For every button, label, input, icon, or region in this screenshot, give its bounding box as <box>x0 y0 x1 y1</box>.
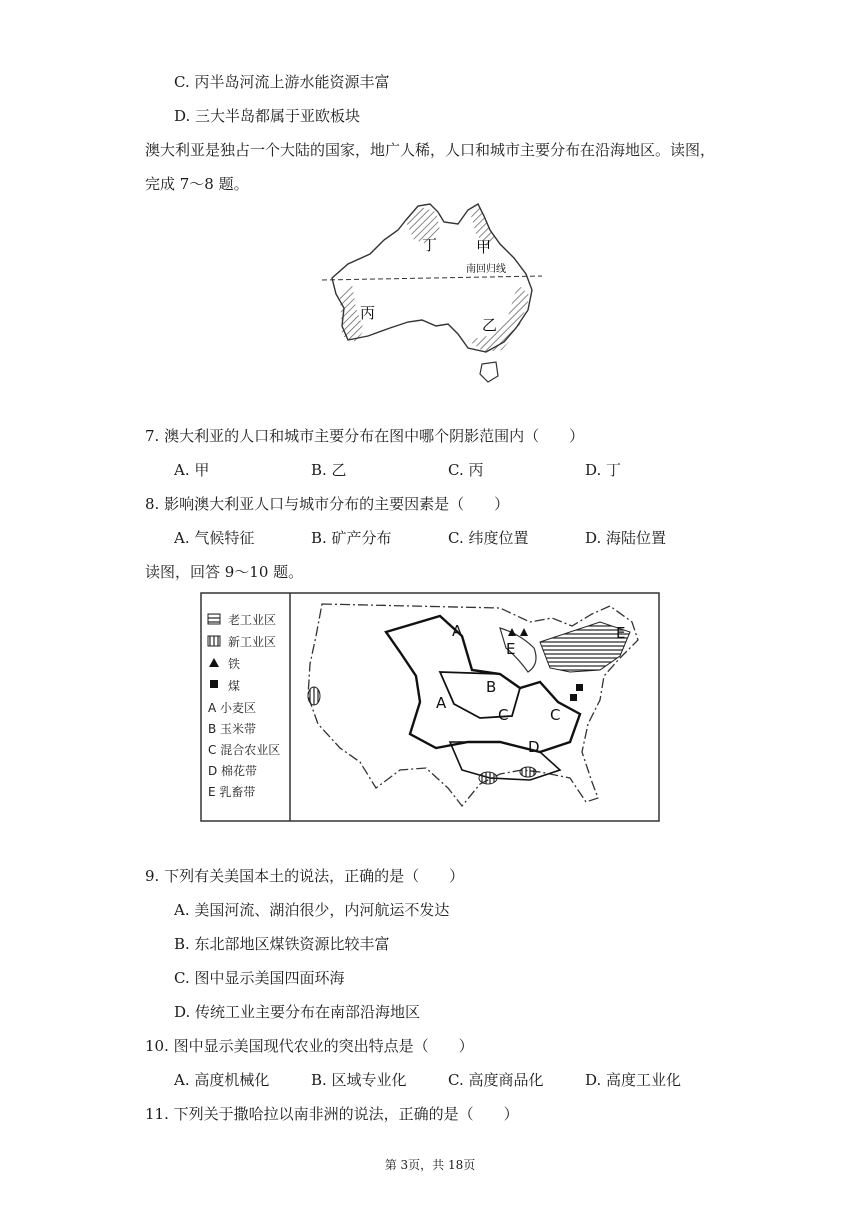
tropic-line <box>322 276 542 280</box>
q11-stem: 11. 下列关于撒哈拉以南非洲的说法，正确的是（ ） <box>145 1105 519 1123</box>
shade-yi <box>468 284 530 352</box>
new-industrial-gulf <box>479 772 497 784</box>
cotton-belt-outline <box>450 742 560 780</box>
q9-option-d: D. 传统工业主要分布在南部沿海地区 <box>174 1003 421 1021</box>
label-ding: 丁 <box>422 236 438 254</box>
region-a-north: A <box>452 622 463 640</box>
option-c-prev: C. 丙半岛河流上游水能资源丰富 <box>174 73 390 91</box>
region-a-south: A <box>436 694 447 712</box>
legend-coal: 煤 <box>228 679 241 693</box>
legend-b: B 玉米带 <box>208 722 257 736</box>
legend-old-industrial-icon <box>208 614 220 624</box>
q9-option-b: B. 东北部地区煤铁资源比较丰富 <box>174 935 390 953</box>
q8-option-c: C. 纬度位置 <box>448 529 529 547</box>
coal-icon <box>210 680 218 688</box>
coal-mark-1 <box>576 684 583 691</box>
q10-stem: 10. 图中显示美国现代农业的突出特点是（ ） <box>145 1037 474 1055</box>
australia-map <box>318 200 546 388</box>
intro-7-8-line1: 澳大利亚是独占一个大陆的国家，地广人稀，人口和城市主要分布在沿海地区。读图， <box>145 141 716 159</box>
q7-option-c: C. 丙 <box>448 461 484 479</box>
new-industrial-gulf-east <box>520 767 536 777</box>
agri-belt-outline <box>386 616 580 752</box>
q10-option-b: B. 区域专业化 <box>311 1071 407 1089</box>
label-jia: 甲 <box>476 238 492 256</box>
q9-option-c: C. 图中显示美国四面环海 <box>174 969 345 987</box>
q9-option-a: A. 美国河流、湖泊很少，内河航运不发达 <box>174 901 450 919</box>
region-c-west: C <box>498 706 509 724</box>
q8-option-b: B. 矿产分布 <box>311 529 392 547</box>
new-industrial-west <box>308 687 320 705</box>
legend-a: A 小麦区 <box>208 701 257 715</box>
label-yi: 乙 <box>482 316 498 334</box>
legend-new-industrial-icon <box>208 636 220 646</box>
tasmania <box>480 362 498 382</box>
q8-option-d: D. 海陆位置 <box>585 529 667 547</box>
iron-mark-2 <box>520 628 528 636</box>
q10-option-c: C. 高度商品化 <box>448 1071 544 1089</box>
q7-option-a: A. 甲 <box>174 461 210 479</box>
region-e-west: E <box>506 640 516 658</box>
q7-stem: 7. 澳大利亚的人口和城市主要分布在图中哪个阴影范围内（ ） <box>145 427 585 445</box>
option-d-prev: D. 三大半岛都属于亚欧板块 <box>174 107 361 125</box>
intro-7-8-line2: 完成 7～8 题。 <box>145 175 249 193</box>
region-c-east: C <box>550 706 561 724</box>
iron-icon <box>209 658 219 667</box>
legend <box>208 612 280 799</box>
q8-option-a: A. 气候特征 <box>174 529 255 547</box>
q9-stem: 9. 下列有关美国本土的说法，正确的是（ ） <box>145 867 465 885</box>
legend-e: E 乳畜带 <box>208 785 256 799</box>
q8-stem: 8. 影响澳大利亚人口与城市分布的主要因素是（ ） <box>145 495 510 513</box>
intro-9-10: 读图，回答 9～10 题。 <box>145 563 304 581</box>
region-d: D <box>528 738 540 756</box>
q10-option-a: A. 高度机械化 <box>174 1071 270 1089</box>
legend-d: D 棉花带 <box>208 764 258 778</box>
legend-c: C 混合农业区 <box>208 743 281 757</box>
region-b: B <box>486 678 497 696</box>
label-bing: 丙 <box>360 304 376 322</box>
coal-mark-2 <box>570 694 577 701</box>
legend-new-industrial: 新工业区 <box>228 635 277 649</box>
iron-mark-1 <box>508 628 516 636</box>
tropic-label: 南回归线 <box>466 264 506 275</box>
q7-option-b: B. 乙 <box>311 461 347 479</box>
page-footer: 第 3页，共 18页 <box>384 1158 476 1172</box>
q7-option-d: D. 丁 <box>585 461 622 479</box>
us-map <box>200 592 660 824</box>
q10-option-d: D. 高度工业化 <box>585 1071 682 1089</box>
region-e-east: E <box>616 624 626 642</box>
legend-iron: 铁 <box>228 657 241 671</box>
legend-old-industrial: 老工业区 <box>228 613 277 627</box>
